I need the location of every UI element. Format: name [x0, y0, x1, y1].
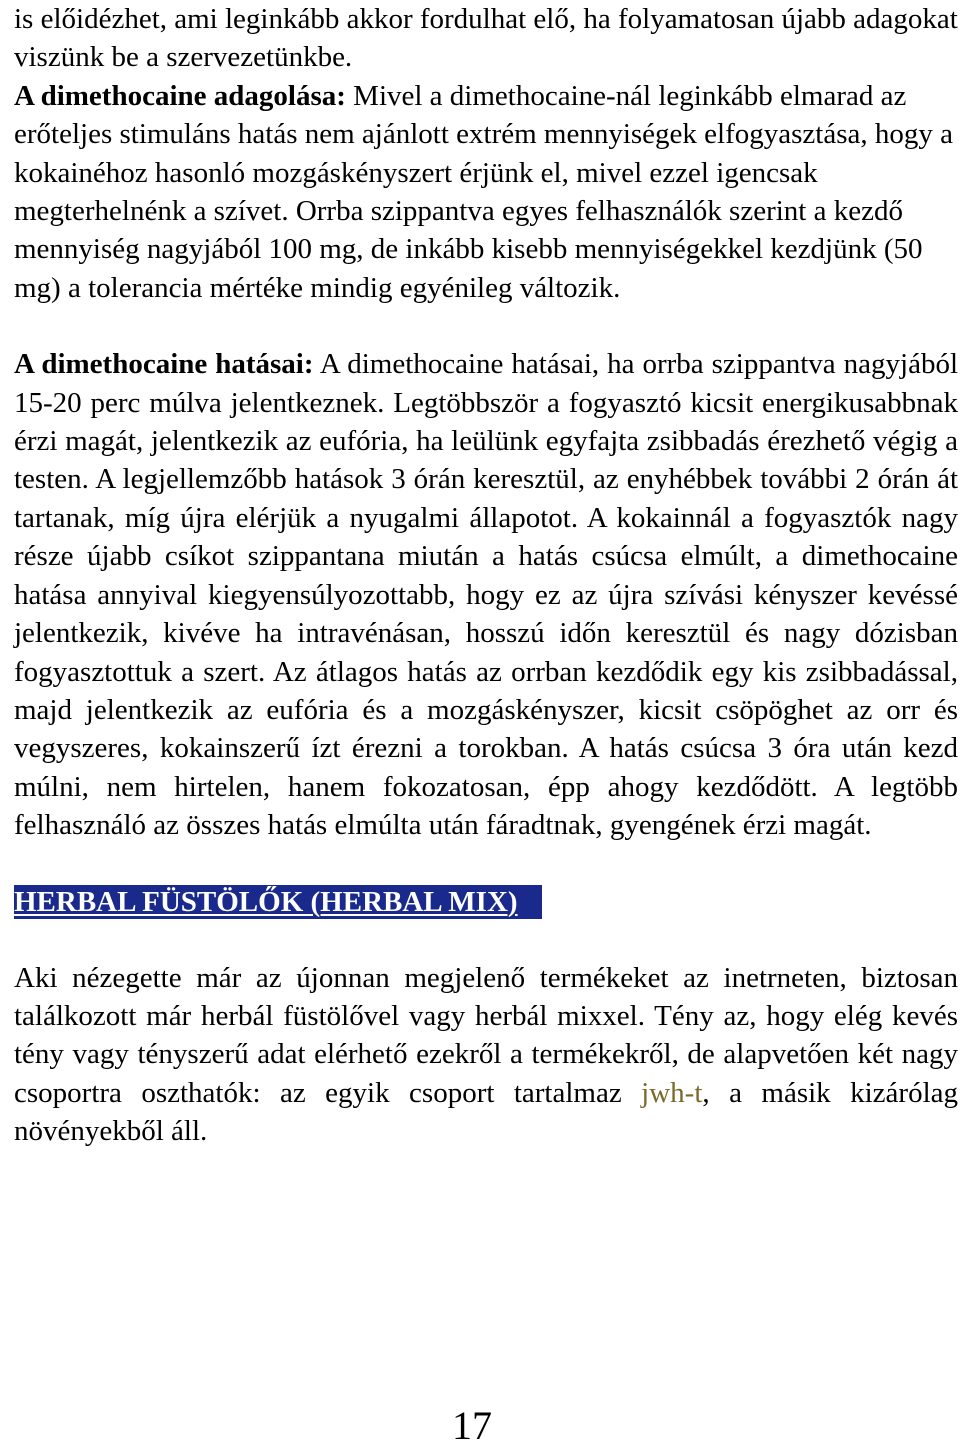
paragraph-dosage: [14, 77, 958, 307]
section-heading: HERBAL FÜSTÖLŐK (HERBAL MIX): [14, 885, 542, 919]
paragraph-intro-text: is előidézhet, ami leginkább akkor fordulhat elő, ha folyamatosan újabb adagokat viszünk be a szervezetünkbe.: [14, 3, 958, 74]
paragraph-herbal-text-before: Aki nézegette már az újonnan megjelenő termékeket az inetrneten, biztosan találkozott már herbál füstölővel vagy herbál mixxel. Tény az, hogy elég kevés tény vagy tényszerű adat elérhető ezekről a termékekről, de alapvetően két nagy csoportra oszthatók: az egyik csoport tartalmaz: [14, 961, 958, 1109]
page-number: 17: [452, 1403, 492, 1448]
spacer: [14, 921, 958, 959]
paragraph-herbal-text-after: , a másik kizárólag növényekből áll.: [14, 1076, 958, 1148]
paragraph-effects: [14, 345, 958, 844]
paragraph-dosage-lead: A dimethocaine adagolása:: [14, 79, 346, 112]
section-heading-wrap: [14, 883, 958, 921]
paragraph-effects-lead: A dimethocaine hatásai:: [14, 348, 314, 381]
paragraph-dosage-text: Mivel a dimethocaine-nál leginkább elmarad az erőteljes stimuláns hatás nem ajánlott extrém mennyiségek elfogyasztása, hogy a kokainéhoz hasonló mozgáskényszert érjünk el, mivel ezzel igencsak megterhelnénk a szívet. Orrba szippantva egyes felhasználók szerint a kezdő mennyiség nagyjából 100 mg, de inkább kisebb mennyiségekkel kezdjünk (50 mg) a tolerancia mértéke mindig egyénileg változik.: [14, 79, 953, 304]
spacer: [14, 307, 958, 345]
jwh-link[interactable]: jwh-t: [641, 1076, 703, 1109]
paragraph-intro: [14, 0, 958, 77]
document-page: [14, 0, 958, 1151]
paragraph-herbal: [14, 959, 958, 1151]
paragraph-effects-text: A dimethocaine hatásai, ha orrba szippantva nagyjából 15-20 perc múlva jelentkeznek. Legtöbbször a fogyasztó kicsit energikusabbnak érzi magát, jelentkezik az eufória, ha leülünk egyfajta zsibbadás érezhető végig a testen. A legjellemzőbb hatások 3 órán keresztül, az enyhébbek további 2 órán át tartanak, míg újra elérjük a nyugalmi állapotot. A kokainnál a fogyasztók nagy része újabb csíkot szippantana miután a hatás csúcsa elmúlt, a dimethocaine hatása annyival kiegyensúlyozottabb, hogy ez az újra szívási kényszer kevéssé jelentkezik, kivéve ha intravénásan, hosszú időn keresztül és nagy dózisban fogyasztottuk a szert. Az átlagos hatás az orrban kezdődik egy kis zsibbadással, majd jelentkezik az eufória és a mozgáskényszer, kicsit csöpöghet az orr és vegyszeres, kokainszerű ízt érezni a torokban. A hatás csúcsa 3 óra után kezd múlni, nem hirtelen, hanem fokozatosan, épp ahogy kezdődött. A legtöbb felhasználó az összes hatás elmúlta után fáradtnak, gyengének érzi magát.: [14, 348, 958, 842]
spacer: [14, 845, 958, 883]
